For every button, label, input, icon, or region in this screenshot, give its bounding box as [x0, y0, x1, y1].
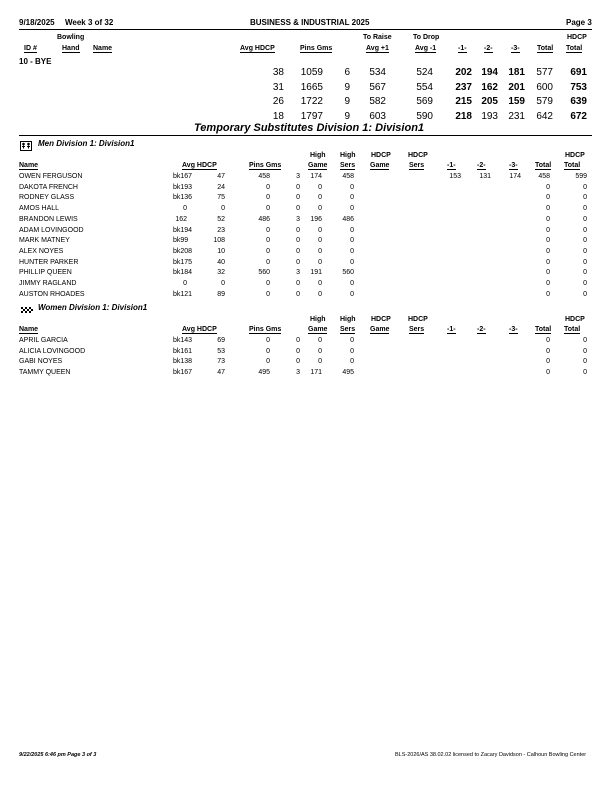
- col-game: Game: [370, 162, 390, 169]
- series-total: 579: [536, 96, 553, 107]
- bowler-row: [0, 259, 612, 270]
- hdcp-total: 599: [575, 173, 587, 180]
- col-hdcp: HDCP: [371, 152, 391, 159]
- hdcp-total: 0: [583, 215, 587, 223]
- hdcp-total: 691: [570, 67, 587, 78]
- series-total: 0: [546, 290, 550, 298]
- men-section-title: Men Division 1: Division1: [38, 139, 135, 148]
- col-game1: -1-: [447, 326, 456, 333]
- bowler-average: bk138: [173, 358, 193, 366]
- col-name: Name: [19, 326, 39, 333]
- hdcp-total: 0: [583, 290, 587, 298]
- bowler-name: DAKOTA FRENCH: [19, 183, 78, 191]
- bowler-name: HUNTER PARKER: [19, 258, 79, 266]
- bowler-pins: 0: [266, 194, 270, 202]
- games-value: 9: [344, 81, 350, 93]
- col-sers: Sers: [340, 162, 356, 169]
- games-value: 6: [344, 67, 350, 78]
- bowler-name: APRIL GARCIA: [19, 337, 68, 344]
- bowler-row: [0, 227, 612, 238]
- high-series: 0: [350, 194, 354, 202]
- bowler-name: AUSTON RHOADES: [19, 290, 85, 298]
- bowler-row: [0, 194, 612, 205]
- series-total: 0: [546, 369, 550, 377]
- col-hand: Hand: [62, 45, 80, 52]
- col-game2: -2-: [484, 45, 493, 52]
- report-date: 9/18/2025: [19, 18, 55, 27]
- col-to-raise: To Raise: [363, 34, 392, 41]
- col-id: ID #: [24, 45, 37, 52]
- men-bowler-icon: [20, 138, 32, 148]
- high-series: 0: [350, 247, 354, 255]
- series-total: 458: [538, 173, 550, 180]
- high-series: 560: [342, 269, 354, 277]
- bowler-average: 162: [175, 215, 187, 223]
- bowler-pins: 0: [266, 280, 270, 287]
- col-high: High: [310, 316, 326, 323]
- high-game: 0: [318, 358, 322, 366]
- avg-value: 26: [272, 96, 284, 107]
- bowler-name: ALICIA LOVINGOOD: [19, 347, 86, 355]
- bowler-row: [0, 269, 612, 280]
- bowler-average: bk194: [173, 226, 193, 234]
- game3-score: 231: [508, 110, 525, 122]
- bowler-games: 0: [296, 194, 300, 202]
- series-total: 0: [546, 247, 550, 255]
- hdcp-total: 0: [583, 194, 587, 202]
- bowler-average: bk184: [173, 269, 193, 277]
- high-series: 0: [350, 237, 354, 245]
- col-total: Total: [535, 326, 552, 333]
- bowler-average: bk208: [173, 247, 193, 255]
- series-total: 0: [546, 337, 550, 344]
- series-total: 0: [546, 194, 550, 202]
- col-high: High: [340, 316, 356, 323]
- col-game3: -3-: [509, 326, 518, 333]
- to-drop-value: 524: [416, 67, 433, 78]
- checkered-flag-icon: [20, 303, 34, 313]
- avg-value: 38: [272, 67, 284, 78]
- bowler-row: [0, 337, 612, 348]
- col-sers: Sers: [340, 326, 356, 333]
- bowler-pins: 495: [258, 369, 270, 377]
- col-game: Game: [308, 326, 328, 333]
- game2-score: 194: [481, 67, 498, 78]
- bowler-average: bk167: [173, 173, 193, 180]
- col-hdcp: HDCP: [408, 316, 428, 323]
- bowler-name: OWEN FERGUSON: [19, 173, 83, 180]
- game2-score: 205: [481, 96, 498, 107]
- bowler-games: 0: [296, 247, 300, 255]
- series-total: 0: [546, 183, 550, 191]
- col-game1: -1-: [458, 45, 467, 52]
- bowler-pins: 0: [266, 205, 270, 213]
- col-game3: -3-: [509, 162, 518, 169]
- bowler-row: [0, 173, 612, 184]
- hdcp-total: 0: [583, 183, 587, 191]
- high-game: 0: [318, 205, 322, 213]
- to-raise-value: 603: [369, 110, 386, 122]
- high-game: 191: [310, 269, 322, 277]
- hdcp-total: 0: [583, 337, 587, 344]
- col-avg-minus1: Avg -1: [415, 45, 437, 52]
- bowler-handicap: 47: [217, 369, 225, 377]
- bowler-row: [0, 216, 612, 227]
- bowler-average: bk193: [173, 183, 193, 191]
- bowler-games: 3: [296, 173, 300, 180]
- game2-score: 162: [481, 81, 498, 93]
- col-bowling: Bowling: [57, 34, 85, 41]
- hdcp-total: 639: [570, 96, 587, 107]
- hdcp-total: 0: [583, 247, 587, 255]
- hdcp-total: 0: [583, 347, 587, 355]
- col-high: High: [340, 152, 356, 159]
- league-name: BUSINESS & INDUSTRIAL 2025: [250, 18, 370, 27]
- game3-score: 174: [509, 173, 521, 180]
- bowler-pins: 560: [258, 269, 270, 277]
- col-hdcp-total: Total: [566, 45, 583, 52]
- game1-score: 202: [455, 67, 472, 78]
- high-series: 0: [350, 358, 354, 366]
- col-name: Name: [19, 162, 39, 169]
- bowler-games: 0: [296, 290, 300, 298]
- hdcp-total: 0: [583, 269, 587, 277]
- bowler-pins: 458: [258, 173, 270, 180]
- high-series: 0: [350, 290, 354, 298]
- series-total: 642: [536, 110, 553, 122]
- to-drop-value: 554: [416, 81, 433, 93]
- bowler-games: 0: [296, 237, 300, 245]
- high-game: 0: [318, 337, 322, 344]
- high-game: 0: [318, 280, 322, 287]
- bowler-pins: 0: [266, 183, 270, 191]
- bowler-name: ALEX NOYES: [19, 247, 64, 255]
- high-series: 495: [342, 369, 354, 377]
- bowler-name: RODNEY GLASS: [19, 194, 75, 202]
- footer-license: BLS-2026/AS 38.02.02 licensed to Zacary Davidson - Calhoun Bowling Center: [395, 752, 587, 758]
- bowler-row: [0, 369, 612, 380]
- bowler-games: 0: [296, 347, 300, 355]
- bowler-handicap: 0: [221, 280, 225, 287]
- series-total: 0: [546, 237, 550, 245]
- to-raise-value: 567: [369, 81, 386, 93]
- bowler-row: [0, 291, 612, 302]
- bowler-pins: 0: [266, 358, 270, 366]
- bowler-row: [0, 205, 612, 216]
- bowler-average: bk99: [173, 237, 189, 245]
- game2-score: 193: [481, 110, 498, 122]
- col-sers: Sers: [409, 326, 425, 333]
- bowler-average: bk121: [173, 290, 193, 298]
- col-hdcp: HDCP: [565, 316, 585, 323]
- game1-score: 218: [455, 110, 472, 122]
- col-hdcp: HDCP: [567, 34, 587, 41]
- subs-divider: [19, 135, 592, 136]
- bowler-games: 3: [296, 369, 300, 377]
- bowler-handicap: 52: [217, 215, 225, 223]
- bowler-name: JIMMY RAGLAND: [19, 280, 77, 287]
- women-section-title: Women Division 1: Division1: [38, 303, 148, 312]
- bowler-games: 3: [296, 269, 300, 277]
- bowler-name: BRANDON LEWIS: [19, 215, 78, 223]
- bowler-handicap: 73: [217, 358, 225, 366]
- bowler-pins: 486: [258, 215, 270, 223]
- high-game: 0: [318, 237, 322, 245]
- series-total: 0: [546, 280, 550, 287]
- footer-printed: 9/22/2025 6:46 pm Page 3 of 3: [19, 752, 97, 758]
- bowler-handicap: 24: [217, 183, 225, 191]
- team-score-row: [0, 96, 612, 110]
- bowler-games: 0: [296, 205, 300, 213]
- bowler-games: 0: [296, 280, 300, 287]
- team-title: 10 - BYE: [19, 57, 52, 66]
- game1-score: 215: [455, 96, 472, 107]
- bowler-pins: 0: [266, 247, 270, 255]
- high-game: 0: [318, 226, 322, 234]
- high-series: 0: [350, 258, 354, 266]
- bowler-row: [0, 237, 612, 248]
- bowler-average: bk161: [173, 347, 193, 355]
- col-high: High: [310, 152, 326, 159]
- high-game: 0: [318, 194, 322, 202]
- high-game: 0: [318, 347, 322, 355]
- col-hdcp: HDCP: [565, 152, 585, 159]
- high-series: 0: [350, 205, 354, 213]
- bowler-handicap: 108: [213, 237, 225, 245]
- bowler-name: GABI NOYES: [19, 358, 63, 366]
- hdcp-total: 0: [583, 258, 587, 266]
- col-game: Game: [370, 326, 390, 333]
- col-pins-gms: Pins Gms: [249, 162, 282, 169]
- high-game: 0: [318, 290, 322, 298]
- bowler-handicap: 10: [217, 247, 225, 255]
- bowler-row: [0, 348, 612, 359]
- series-total: 600: [536, 81, 553, 93]
- bowler-average: bk136: [173, 194, 193, 202]
- high-series: 0: [350, 183, 354, 191]
- high-series: 458: [342, 173, 354, 180]
- col-game2: -2-: [477, 326, 486, 333]
- bowler-games: 0: [296, 226, 300, 234]
- col-sers: Sers: [409, 162, 425, 169]
- hdcp-total: 672: [570, 110, 587, 122]
- high-series: 486: [342, 215, 354, 223]
- bowler-games: 0: [296, 183, 300, 191]
- high-game: 0: [318, 183, 322, 191]
- col-game3: -3-: [511, 45, 520, 52]
- team-score-row: [0, 82, 612, 96]
- bowler-name: MARK MATNEY: [19, 237, 70, 245]
- col-pins-gms: Pins Gms: [300, 45, 333, 52]
- bowler-average: bk167: [173, 369, 193, 377]
- bowler-pins: 0: [266, 347, 270, 355]
- game2-score: 131: [479, 173, 491, 180]
- bowler-pins: 0: [266, 226, 270, 234]
- col-total: Total: [537, 45, 554, 52]
- col-to-drop: To Drop: [413, 34, 440, 41]
- col-avg-plus1: Avg +1: [366, 45, 389, 52]
- bowler-handicap: 47: [217, 173, 225, 180]
- bowler-handicap: 69: [217, 337, 225, 344]
- high-game: 171: [310, 369, 322, 377]
- game1-score: 153: [449, 173, 461, 180]
- games-value: 9: [344, 110, 350, 122]
- bowler-handicap: 32: [217, 269, 225, 277]
- game3-score: 159: [508, 96, 525, 107]
- game3-score: 181: [508, 67, 525, 78]
- to-raise-value: 534: [369, 67, 386, 78]
- series-total: 0: [546, 358, 550, 366]
- col-hdcp: HDCP: [371, 316, 391, 323]
- subs-title: Temporary Substitutes Division 1: Division1: [194, 122, 425, 134]
- game1-score: 237: [455, 81, 472, 93]
- team-score-row: [0, 67, 612, 81]
- series-total: 0: [546, 347, 550, 355]
- bowler-handicap: 89: [217, 290, 225, 298]
- hdcp-total: 0: [583, 358, 587, 366]
- bowler-name: ADAM LOVINGOOD: [19, 226, 84, 234]
- avg-value: 18: [272, 110, 284, 122]
- col-pins-gms: Pins Gms: [249, 326, 282, 333]
- hdcp-total: 0: [583, 237, 587, 245]
- bowler-pins: 0: [266, 237, 270, 245]
- col-total: Total: [564, 326, 581, 333]
- high-series: 0: [350, 226, 354, 234]
- bowler-pins: 0: [266, 290, 270, 298]
- high-series: 0: [350, 337, 354, 344]
- bowler-name: AMOS HALL: [19, 205, 60, 213]
- bowler-handicap: 53: [217, 347, 225, 355]
- pins-value: 1665: [300, 81, 323, 93]
- col-hdcp: HDCP: [408, 152, 428, 159]
- report-week: Week 3 of 32: [65, 18, 114, 27]
- col-game2: -2-: [477, 162, 486, 169]
- bowler-row: [0, 358, 612, 369]
- pins-value: 1722: [300, 96, 323, 107]
- series-total: 577: [536, 67, 553, 78]
- bowler-average: 0: [183, 280, 187, 287]
- to-drop-value: 569: [416, 96, 433, 107]
- bowler-games: 0: [296, 337, 300, 344]
- high-game: 0: [318, 247, 322, 255]
- high-series: 0: [350, 347, 354, 355]
- bowler-row: [0, 248, 612, 259]
- col-avg-hdcp: Avg HDCP: [182, 162, 217, 169]
- page-number: Page 3: [566, 18, 592, 27]
- bowler-handicap: 75: [217, 194, 225, 202]
- games-value: 9: [344, 96, 350, 107]
- hdcp-total: 0: [583, 226, 587, 234]
- col-avg-hdcp: Avg HDCP: [240, 45, 275, 52]
- pins-value: 1797: [300, 110, 323, 122]
- hdcp-total: 0: [583, 205, 587, 213]
- bowler-row: [0, 184, 612, 195]
- bowler-handicap: 0: [221, 205, 225, 213]
- bowler-average: 0: [183, 205, 187, 213]
- avg-value: 31: [272, 81, 284, 93]
- to-drop-value: 590: [416, 110, 433, 122]
- series-total: 0: [546, 269, 550, 277]
- hdcp-total: 0: [583, 280, 587, 287]
- high-game: 0: [318, 258, 322, 266]
- bowler-row: [0, 280, 612, 291]
- pins-value: 1059: [300, 67, 323, 78]
- header-divider: [19, 29, 592, 30]
- col-total: Total: [535, 162, 552, 169]
- bowler-pins: 0: [266, 337, 270, 344]
- hdcp-total: 0: [583, 369, 587, 377]
- bowler-average: bk175: [173, 258, 193, 266]
- game3-score: 201: [508, 81, 525, 93]
- series-total: 0: [546, 226, 550, 234]
- col-name: Name: [93, 45, 113, 52]
- col-game1: -1-: [447, 162, 456, 169]
- bowler-name: PHILLIP QUEEN: [19, 269, 72, 277]
- high-game: 174: [310, 173, 322, 180]
- bowler-handicap: 40: [217, 258, 225, 266]
- col-avg-hdcp: Avg HDCP: [182, 326, 217, 333]
- high-series: 0: [350, 280, 354, 287]
- bowler-games: 0: [296, 358, 300, 366]
- bowler-games: 3: [296, 215, 300, 223]
- to-raise-value: 582: [369, 96, 386, 107]
- col-total: Total: [564, 162, 581, 169]
- bowler-pins: 0: [266, 258, 270, 266]
- bowler-average: bk143: [173, 337, 193, 344]
- bowler-games: 0: [296, 258, 300, 266]
- series-total: 0: [546, 215, 550, 223]
- hdcp-total: 753: [570, 81, 587, 93]
- col-game: Game: [308, 162, 328, 169]
- series-total: 0: [546, 258, 550, 266]
- high-game: 196: [310, 215, 322, 223]
- bowler-handicap: 23: [217, 226, 225, 234]
- bowler-name: TAMMY QUEEN: [19, 369, 71, 377]
- series-total: 0: [546, 205, 550, 213]
